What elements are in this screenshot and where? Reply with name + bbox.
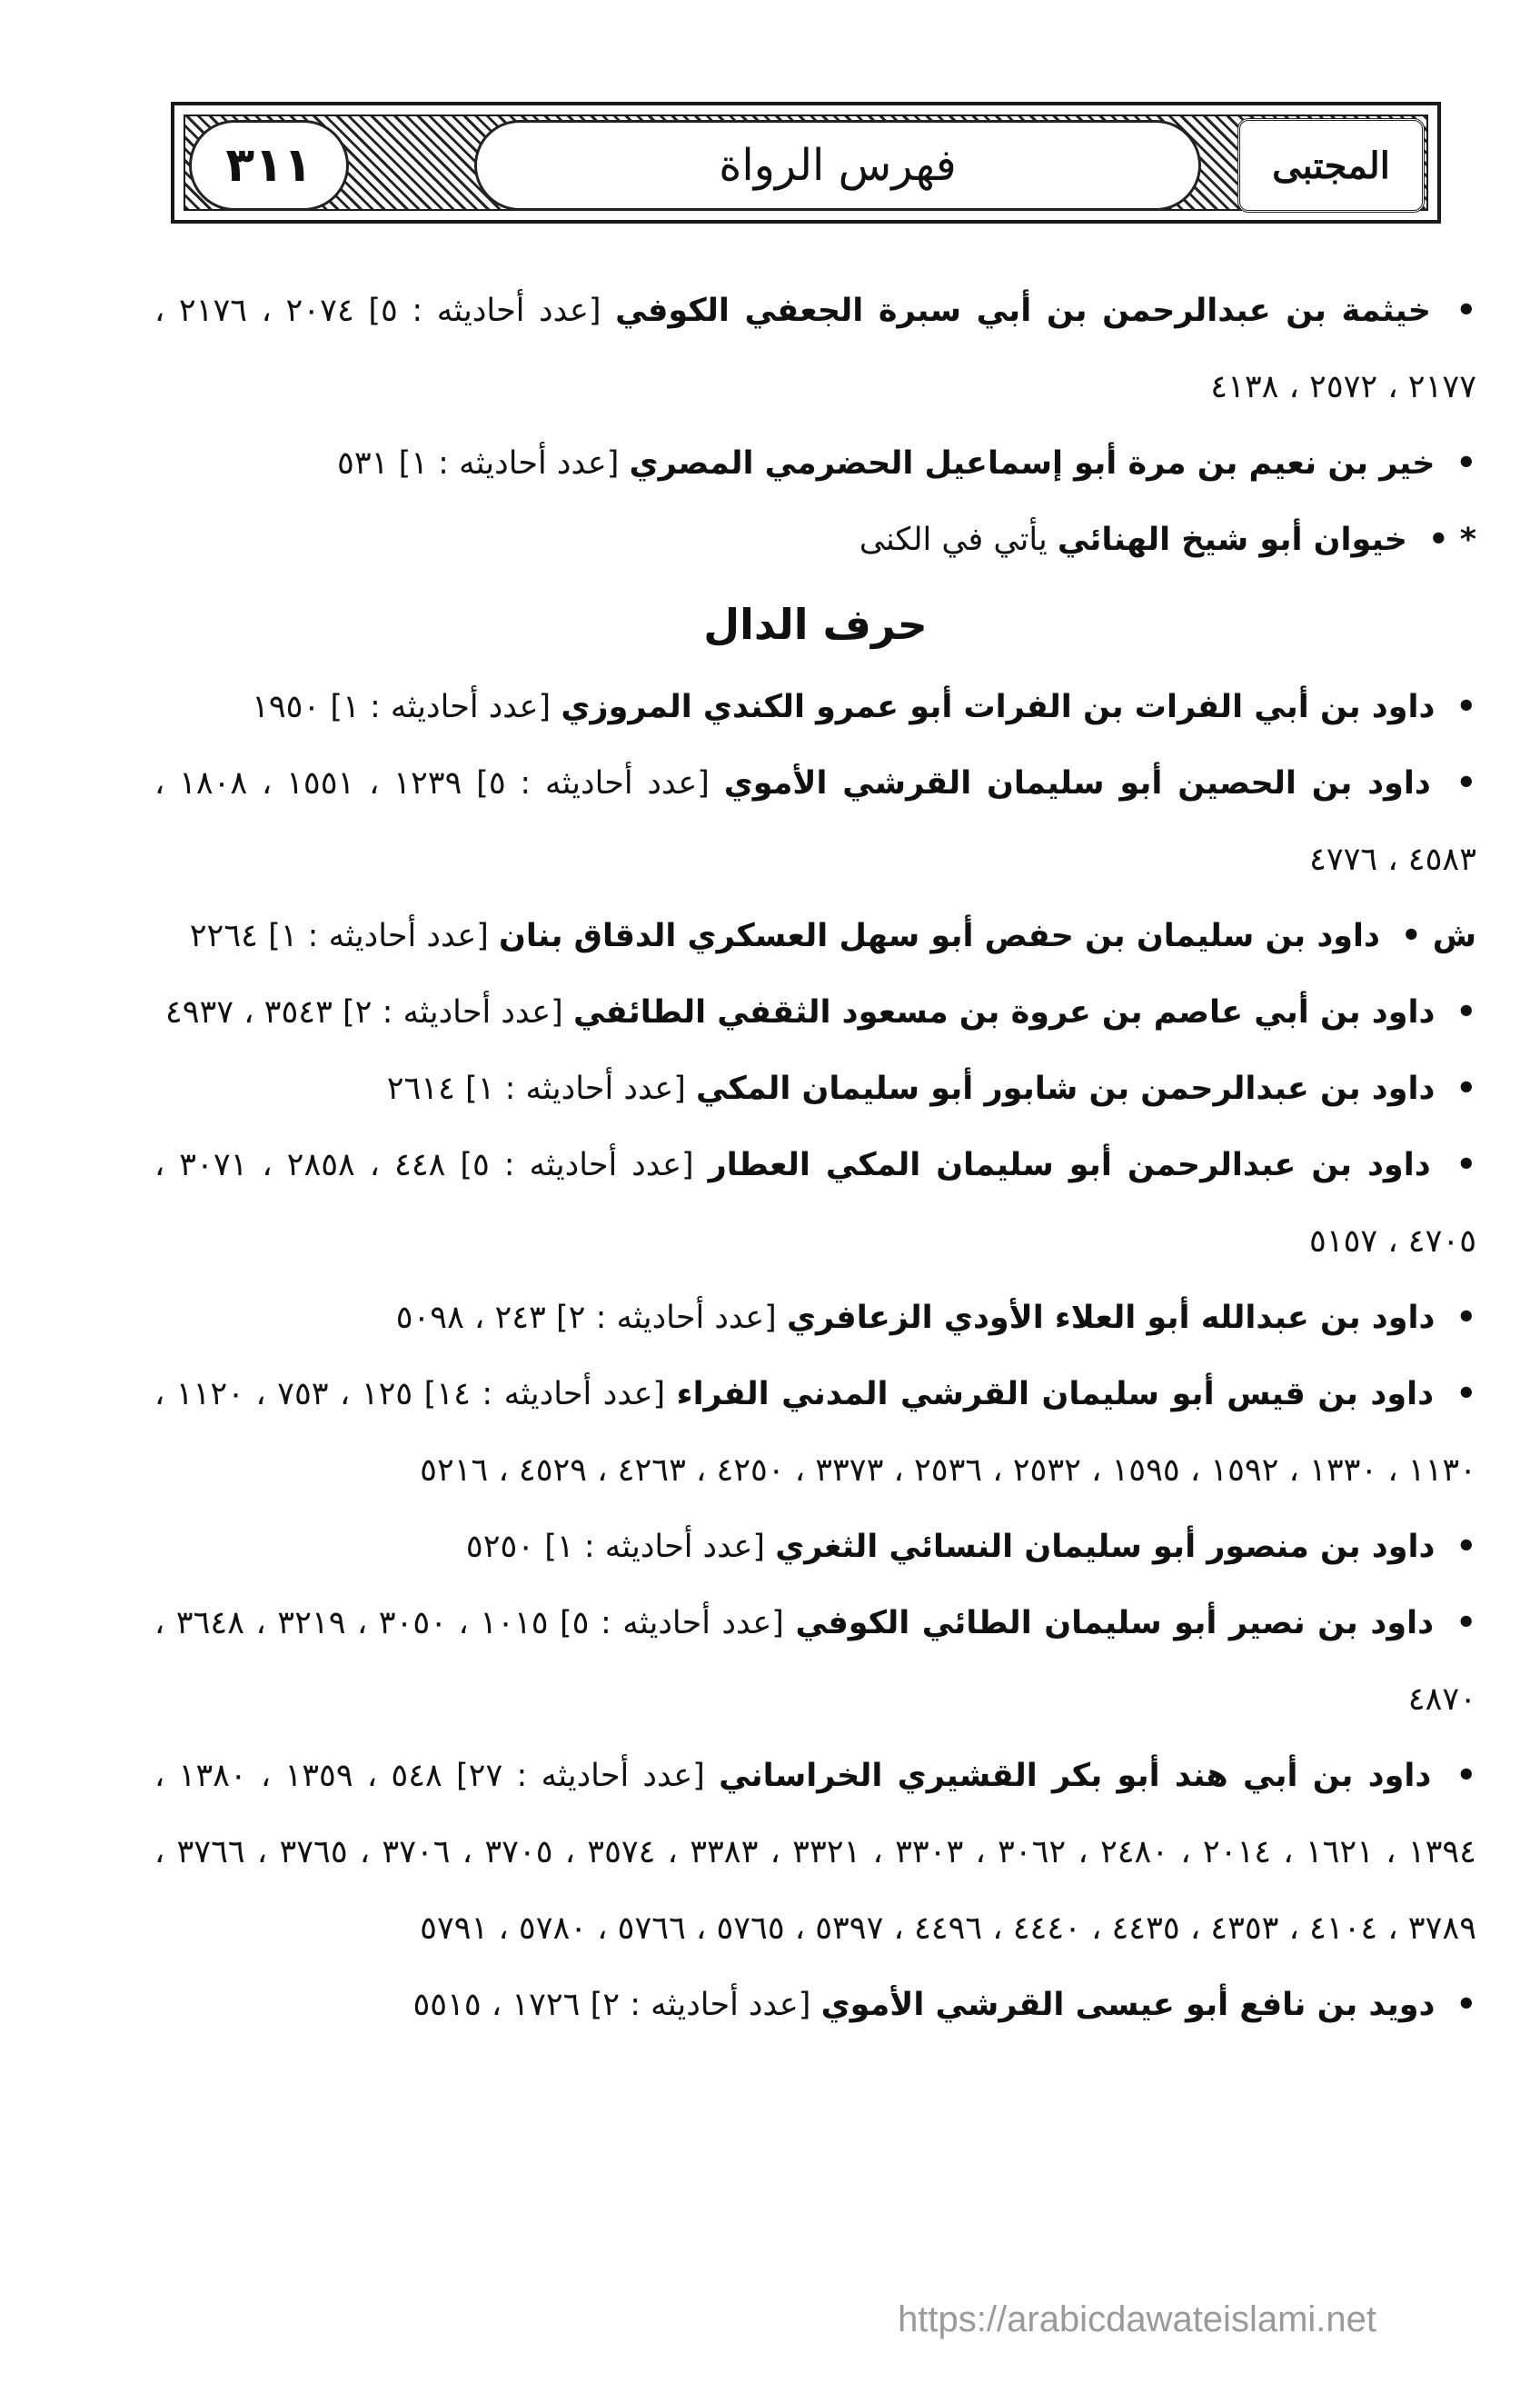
hadith-count: [عدد أحاديثه : ٢]: [556, 1300, 777, 1336]
entry-mark: •: [1456, 1529, 1476, 1565]
entry-mark: •: [1456, 765, 1476, 802]
hadith-count: [عدد أحاديثه : ١]: [330, 689, 551, 725]
hadith-numbers: ١٩٥٠: [252, 689, 321, 725]
hadith-count: [عدد أحاديثه : ١]: [268, 918, 489, 954]
hadith-count: [عدد أحاديثه : ٥]: [368, 293, 601, 329]
narrator-name: داود بن عبدالله أبو العلاء الأودي الزعافري: [786, 1300, 1436, 1336]
hadith-numbers: ٢٠٧٤ ، ٢١٧٦ ، ٢١٧٧ ، ٢٥٧٢ ، ٤١٣٨: [154, 293, 1476, 405]
page-number-box: [189, 120, 349, 211]
entry-mark: •: [1456, 445, 1476, 482]
index-entry: [154, 273, 1476, 425]
index-entry: [154, 502, 1476, 578]
entry-mark: ش •: [1401, 918, 1476, 954]
narrator-name: داود بن عبدالرحمن بن شابور أبو سليمان المكي: [696, 1071, 1436, 1107]
book-logo-text: المجتبى: [1272, 144, 1390, 187]
narrator-name: خير بن نعيم بن مرة أبو إسماعيل الحضرمي المصري: [629, 445, 1436, 482]
hadith-count: [عدد أحاديثه : ٥]: [476, 765, 710, 802]
header-title-box: [474, 120, 1201, 211]
index-entry: [154, 1509, 1476, 1585]
entry-mark: •: [1456, 1147, 1476, 1183]
entry-mark: •: [1456, 1605, 1476, 1641]
hadith-count: [عدد أحاديثه : ١٤]: [423, 1376, 666, 1412]
page-title: فهرس الرواة: [719, 140, 957, 191]
page-number: ٣١١: [225, 138, 313, 193]
index-entry: [154, 1051, 1476, 1127]
hadith-numbers: ١٢٥ ، ٧٥٣ ، ١١٢٠ ، ١١٣٠ ، ١٣٣٠ ، ١٥٩٢ ، ١٥٩٥ ، ٢٥٣٢ ، ٢٥٣٦ ، ٣٣٧٣ ، ٤٢٥٠ ، ٤٢٦٣ ، ٤٥٢٩ ، ٥٢١٦: [154, 1376, 1476, 1489]
hadith-numbers: ٥٤٨ ، ١٣٥٩ ، ١٣٨٠ ، ١٣٩٤ ، ١٦٢١ ، ٢٠١٤ ، ٢٤٨٠ ، ٣٠٦٢ ، ٣٣٠٣ ، ٣٣٢١ ، ٣٣٨٣ ، ٣٥٧٤ ، ٣٧٠٥ ، ٣٧٠٦ ، ٣٧٦٥ ، ٣٧٦٦ ، ٣٧٨٩ ، ٤١٠٤ ، ٤٣٥٣ ، ٤٤٣٥ ، ٤٤٤٠ ، ٤٤٩٦ ، ٥٣٩٧ ، ٥٧٦٥ ، ٥٧٦٦ ، ٥٧٨٠ ، ٥٧٩١: [154, 1758, 1476, 1947]
hadith-count: [عدد أحاديثه : ١]: [465, 1071, 686, 1107]
index-entry: [154, 1356, 1476, 1509]
index-entry: [154, 425, 1476, 502]
hadith-numbers: ٥٢٥٠: [465, 1529, 535, 1565]
hadith-count: [عدد أحاديثه : ٥]: [560, 1605, 784, 1641]
hadith-numbers: ٢٢٦٤: [189, 918, 258, 954]
narrator-name: خيوان أبو شيخ الهنائي: [1057, 522, 1407, 558]
index-entry: [154, 1967, 1476, 2043]
entry-mark: •: [1456, 994, 1476, 1031]
entry-mark: •: [1456, 1987, 1476, 2023]
index-entry: [154, 1585, 1476, 1738]
narrators-index: [154, 273, 1476, 2043]
narrator-name: داود بن عبدالرحمن أبو سليمان المكي العطار: [708, 1147, 1431, 1183]
narrator-name: خيثمة بن عبدالرحمن بن أبي سبرة الجعفي الكوفي: [615, 293, 1432, 329]
narrator-name: دويد بن نافع أبو عيسى القرشي الأموي: [820, 1987, 1436, 2023]
index-entry: [154, 1127, 1476, 1280]
hadith-count: [عدد أحاديثه : ٥]: [460, 1147, 694, 1183]
narrator-name: داود بن منصور أبو سليمان النسائي الثغري: [775, 1529, 1436, 1565]
narrator-name: داود بن الحصين أبو سليمان القرشي الأموي: [723, 765, 1431, 802]
section-title: حرف الدال: [703, 600, 928, 649]
narrator-name: داود بن قيس أبو سليمان القرشي المدني الفراء: [676, 1376, 1435, 1412]
hadith-count: [عدد أحاديثه : ١]: [398, 445, 620, 482]
narrator-name: داود بن أبي عاصم بن عروة بن مسعود الثقفي الطائفي: [572, 994, 1436, 1031]
entry-mark: * •: [1428, 522, 1476, 558]
hadith-numbers: ٣٥٤٣ ، ٤٩٣٧: [164, 994, 333, 1031]
narrator-name: داود بن نصير أبو سليمان الطائي الكوفي: [795, 1605, 1435, 1641]
entry-mark: •: [1456, 1071, 1476, 1107]
hadith-count: يأتي في الكنى: [859, 522, 1048, 558]
watermark-url: https://arabicdawateislami.net: [898, 2299, 1376, 2339]
hadith-numbers: ٤٤٨ ، ٢٨٥٨ ، ٣٠٧١ ، ٤٧٠٥ ، ٥١٥٧: [154, 1147, 1476, 1260]
entries-before-section: [154, 273, 1476, 578]
index-entry: [154, 898, 1476, 974]
hadith-numbers: ٢٦١٤: [386, 1071, 455, 1107]
book-logo: [1237, 118, 1425, 213]
index-entry: [154, 1738, 1476, 1967]
hadith-numbers: ١٧٢٦ ، ٥٥١٥: [412, 1987, 581, 2023]
entry-mark: •: [1456, 689, 1476, 725]
narrator-name: داود بن سليمان بن حفص أبو سهل العسكري الدقاق بنان: [499, 918, 1380, 954]
entry-mark: •: [1456, 1300, 1476, 1336]
hadith-numbers: ٥٣١: [337, 445, 389, 482]
index-entry: [154, 1280, 1476, 1356]
hadith-count: [عدد أحاديثه : ٢٧]: [456, 1758, 705, 1794]
index-entry: [154, 974, 1476, 1051]
hadith-count: [عدد أحاديثه : ٢]: [343, 994, 563, 1031]
index-entry: [154, 669, 1476, 745]
hadith-numbers: ١٠١٥ ، ٣٠٥٠ ، ٣٢١٩ ، ٣٦٤٨ ، ٤٨٧٠: [154, 1605, 1476, 1718]
entry-mark: •: [1456, 1376, 1476, 1412]
page-header: [171, 102, 1441, 224]
index-entry: [154, 745, 1476, 898]
entries-dal-section: [154, 669, 1476, 2043]
narrator-name: داود بن أبي هند أبو بكر القشيري الخراساني: [719, 1758, 1432, 1794]
narrator-name: داود بن أبي الفرات بن الفرات أبو عمرو الكندي المروزي: [561, 689, 1436, 725]
entry-mark: •: [1456, 1758, 1476, 1794]
hadith-numbers: ٢٤٣ ، ٥٠٩٨: [395, 1300, 546, 1336]
hadith-numbers: ١٢٣٩ ، ١٥٥١ ، ١٨٠٨ ، ٤٥٨٣ ، ٤٧٧٦: [154, 765, 1476, 878]
hadith-count: [عدد أحاديثه : ٢]: [590, 1987, 811, 2023]
hadith-count: [عدد أحاديثه : ١]: [544, 1529, 766, 1565]
entry-mark: •: [1456, 293, 1476, 329]
